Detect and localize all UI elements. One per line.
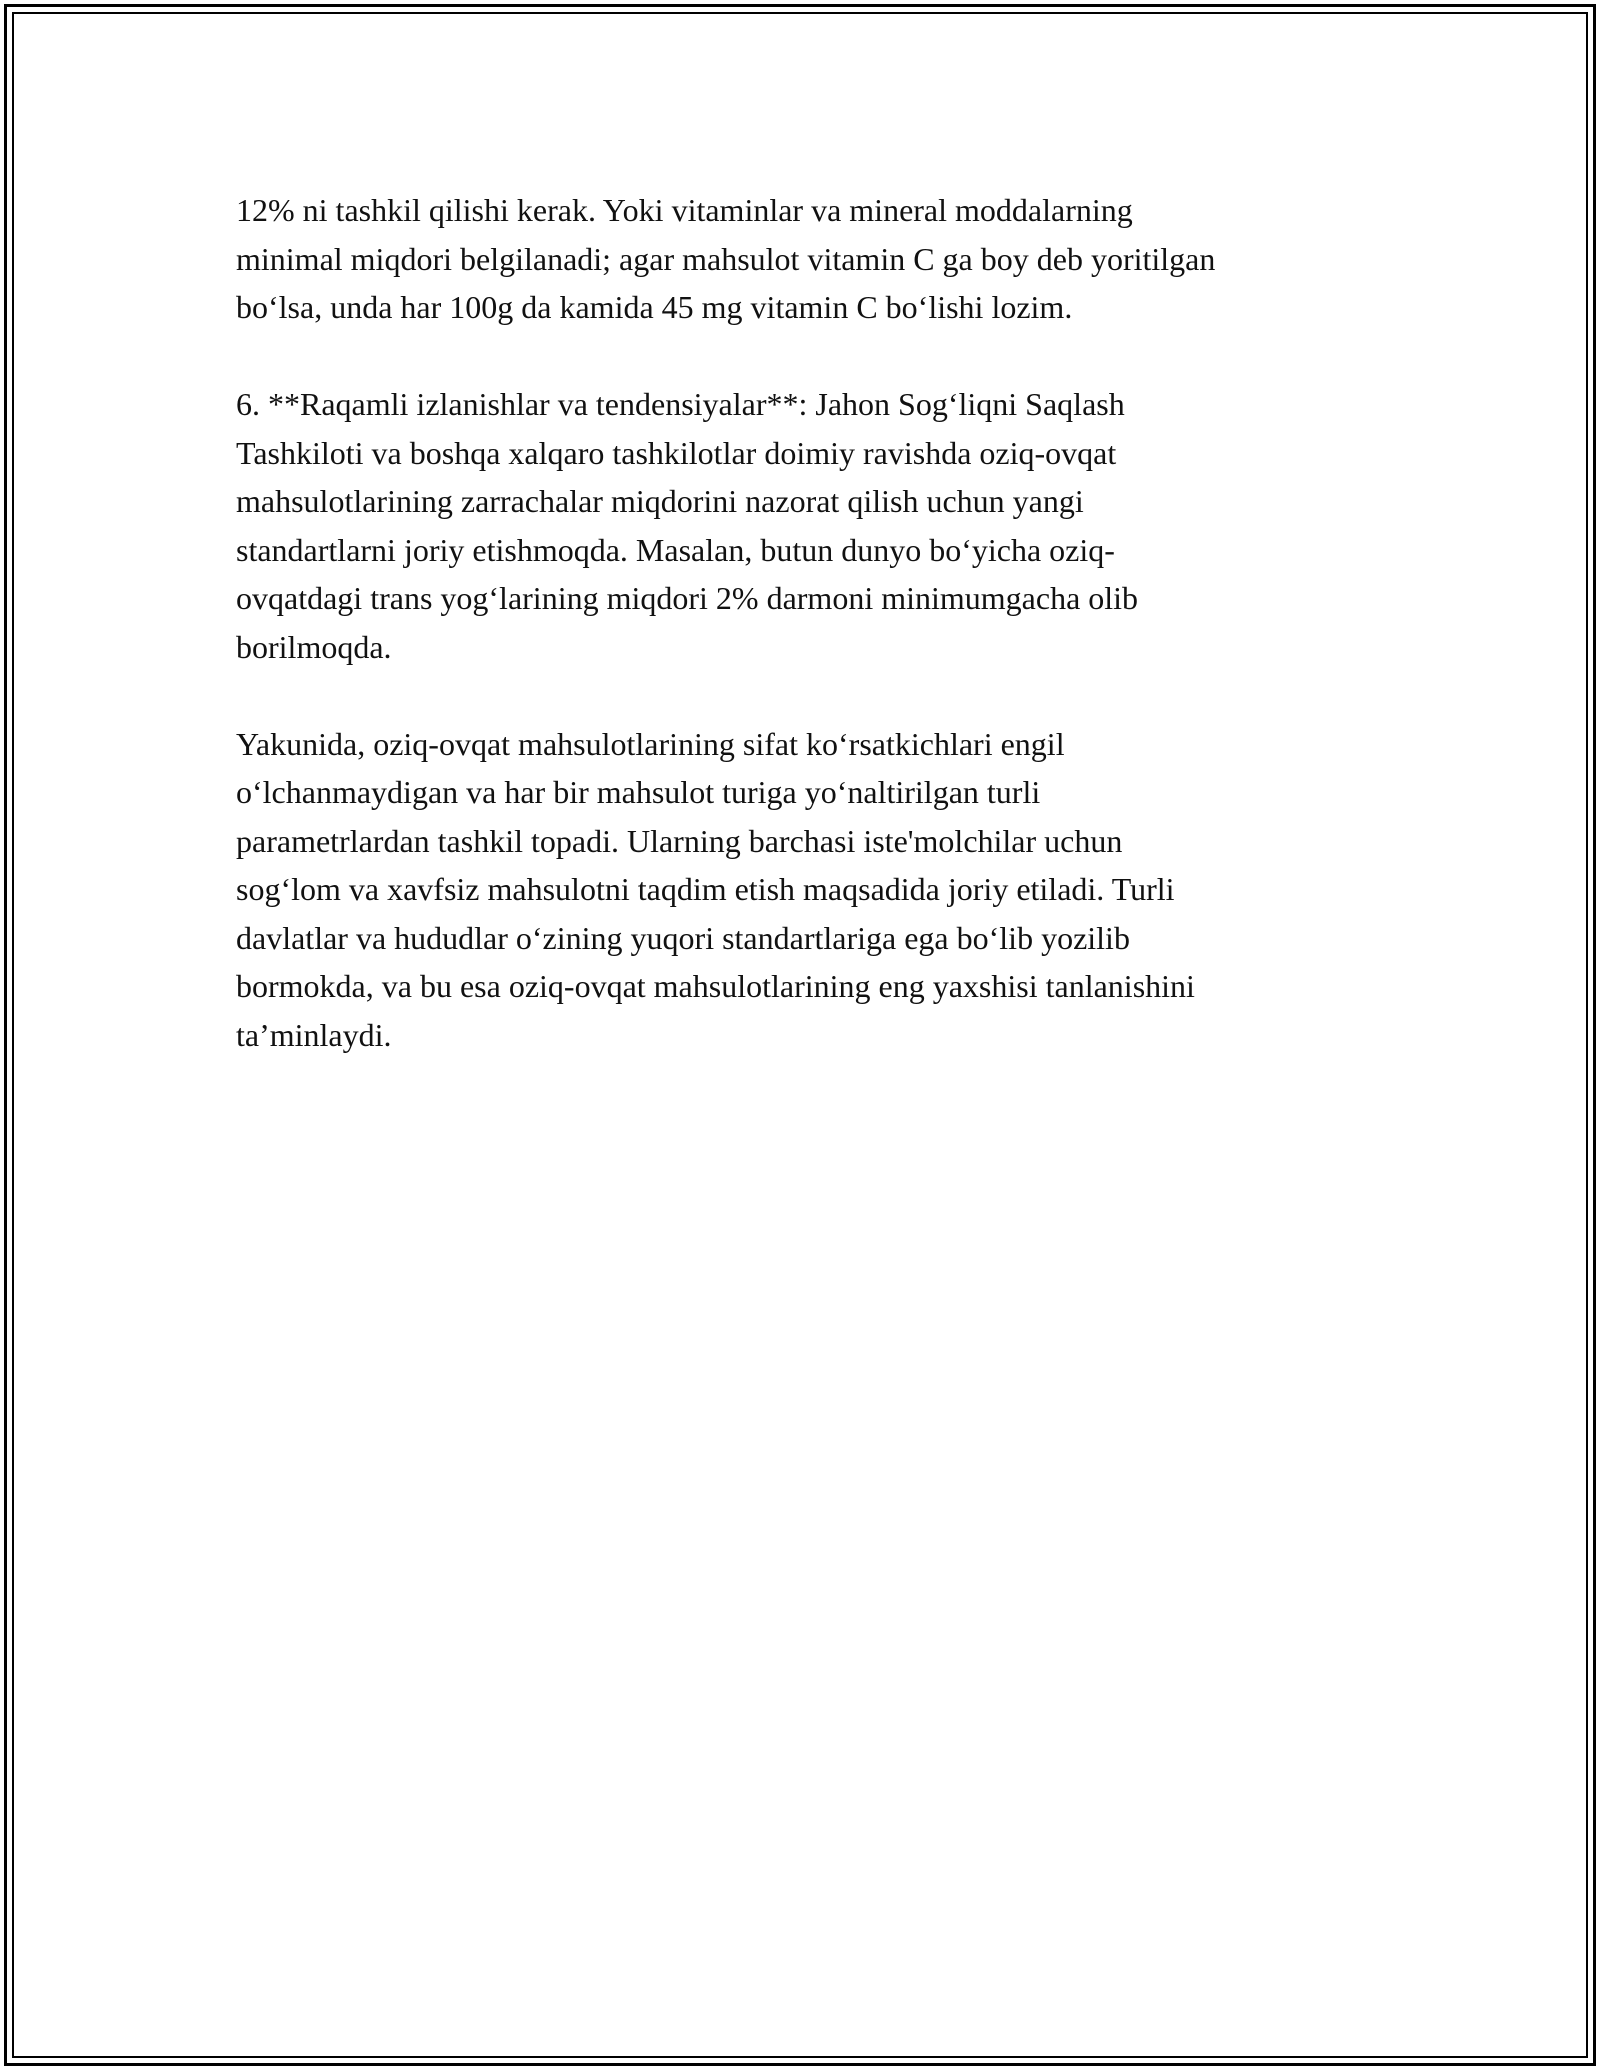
text-line: ta’minlaydi. <box>236 1016 392 1053</box>
text-line: 6. **Raqamli izlanishlar va tendensiyalar**: Jahon Sog‘liqni Saqlash <box>236 386 1125 422</box>
document-body <box>236 186 1376 1108</box>
text-line: o‘lchanmaydigan va har bir mahsulot turiga yo‘naltirilgan turli <box>236 774 1041 810</box>
paragraph-nutrient-requirements <box>236 186 1376 332</box>
text-line: 12% ni tashkil qilishi kerak. Yoki vitaminlar va mineral moddalarning <box>236 192 1133 228</box>
text-line: minimal miqdori belgilanadi; agar mahsulot vitamin C ga boy deb yoritilgan <box>236 240 1216 277</box>
text-line: standartlarni joriy etishmoqda. Masalan, butun dunyo bo‘yicha oziq- <box>236 531 1115 568</box>
text-line: bo‘lsa, unda har 100g da kamida 45 mg vitamin C bo‘lishi lozim. <box>236 289 1073 325</box>
text-line: borilmoqda. <box>236 628 392 665</box>
text-line: parametrlardan tashkil topadi. Ularning barchasi iste'molchilar uchun <box>236 822 1123 859</box>
text-line: Yakunida, oziq-ovqat mahsulotlarining sifat ko‘rsatkichlari engil <box>236 725 1065 762</box>
text-line: Tashkiloti va boshqa xalqaro tashkilotlar doimiy ravishda oziq-ovqat <box>236 434 1117 471</box>
text-line: ovqatdagi trans yog‘larining miqdori 2% darmoni minimumgacha olib <box>236 580 1139 616</box>
text-line: bormokda, va bu esa oziq-ovqat mahsulotlarining eng yaxshisi tanlanishini <box>236 968 1195 1004</box>
text-line: sog‘lom va xavfsiz mahsulotni taqdim etish maqsadida joriy etiladi. Turli <box>236 871 1175 907</box>
paragraph-conclusion <box>236 720 1376 1060</box>
text-line: davlatlar va hududlar o‘zining yuqori standartlariga ega bo‘lib yozilib <box>236 919 1130 956</box>
paragraph-digital-research-trends <box>236 380 1376 671</box>
text-line: mahsulotlarining zarrachalar miqdorini nazorat qilish uchun yangi <box>236 483 1084 519</box>
